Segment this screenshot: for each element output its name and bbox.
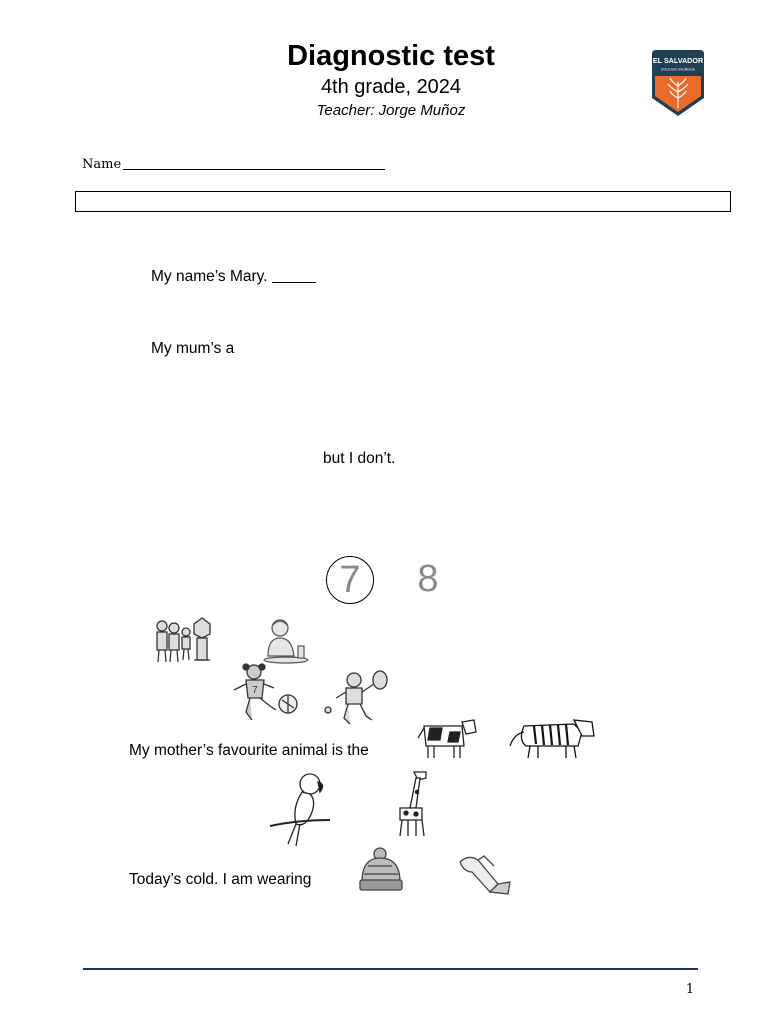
sentence-3: but I don’t. [323,450,396,467]
name-field[interactable] [82,157,385,172]
footer-rule [83,968,698,970]
answer-blank[interactable] [272,282,316,283]
svg-text:7: 7 [252,685,258,696]
name-label: Name [82,157,122,172]
family-icon[interactable] [152,616,220,666]
boy-tennis-icon[interactable] [322,670,392,726]
teacher-name: Teacher: Jorge Muñoz [316,102,466,119]
grade-year: 4th grade, 2024 [320,76,462,98]
woman-eating-icon[interactable] [258,616,310,664]
cow-icon[interactable] [414,712,480,762]
school-logo [648,46,708,118]
scarf-icon[interactable] [454,852,514,900]
name-write-line[interactable] [123,169,385,170]
page-title: Diagnostic test [287,40,495,72]
wool-hat-icon[interactable] [356,846,406,894]
sentence-1 [151,268,316,286]
logo-subtext: COLEGIO BILINGÜE [660,67,696,72]
number-option-7[interactable]: 7 [326,556,374,604]
giraffe-icon[interactable] [390,768,432,840]
girl-football-icon[interactable] [230,662,302,726]
parrot-icon[interactable] [266,768,336,852]
logo-text: EL SALVADOR [652,56,704,65]
sentence-1-text: My name’s Mary. [151,268,268,285]
sentence-4: My mother’s favourite animal is the [129,742,369,759]
number-option-8[interactable]: 8 [417,558,439,600]
sentence-2: My mum’s a [151,340,235,357]
page-number: 1 [685,982,695,997]
instructions-box [75,191,731,212]
sentence-5: Today’s cold. I am wearing [129,871,312,888]
tiger-icon[interactable] [508,712,598,764]
